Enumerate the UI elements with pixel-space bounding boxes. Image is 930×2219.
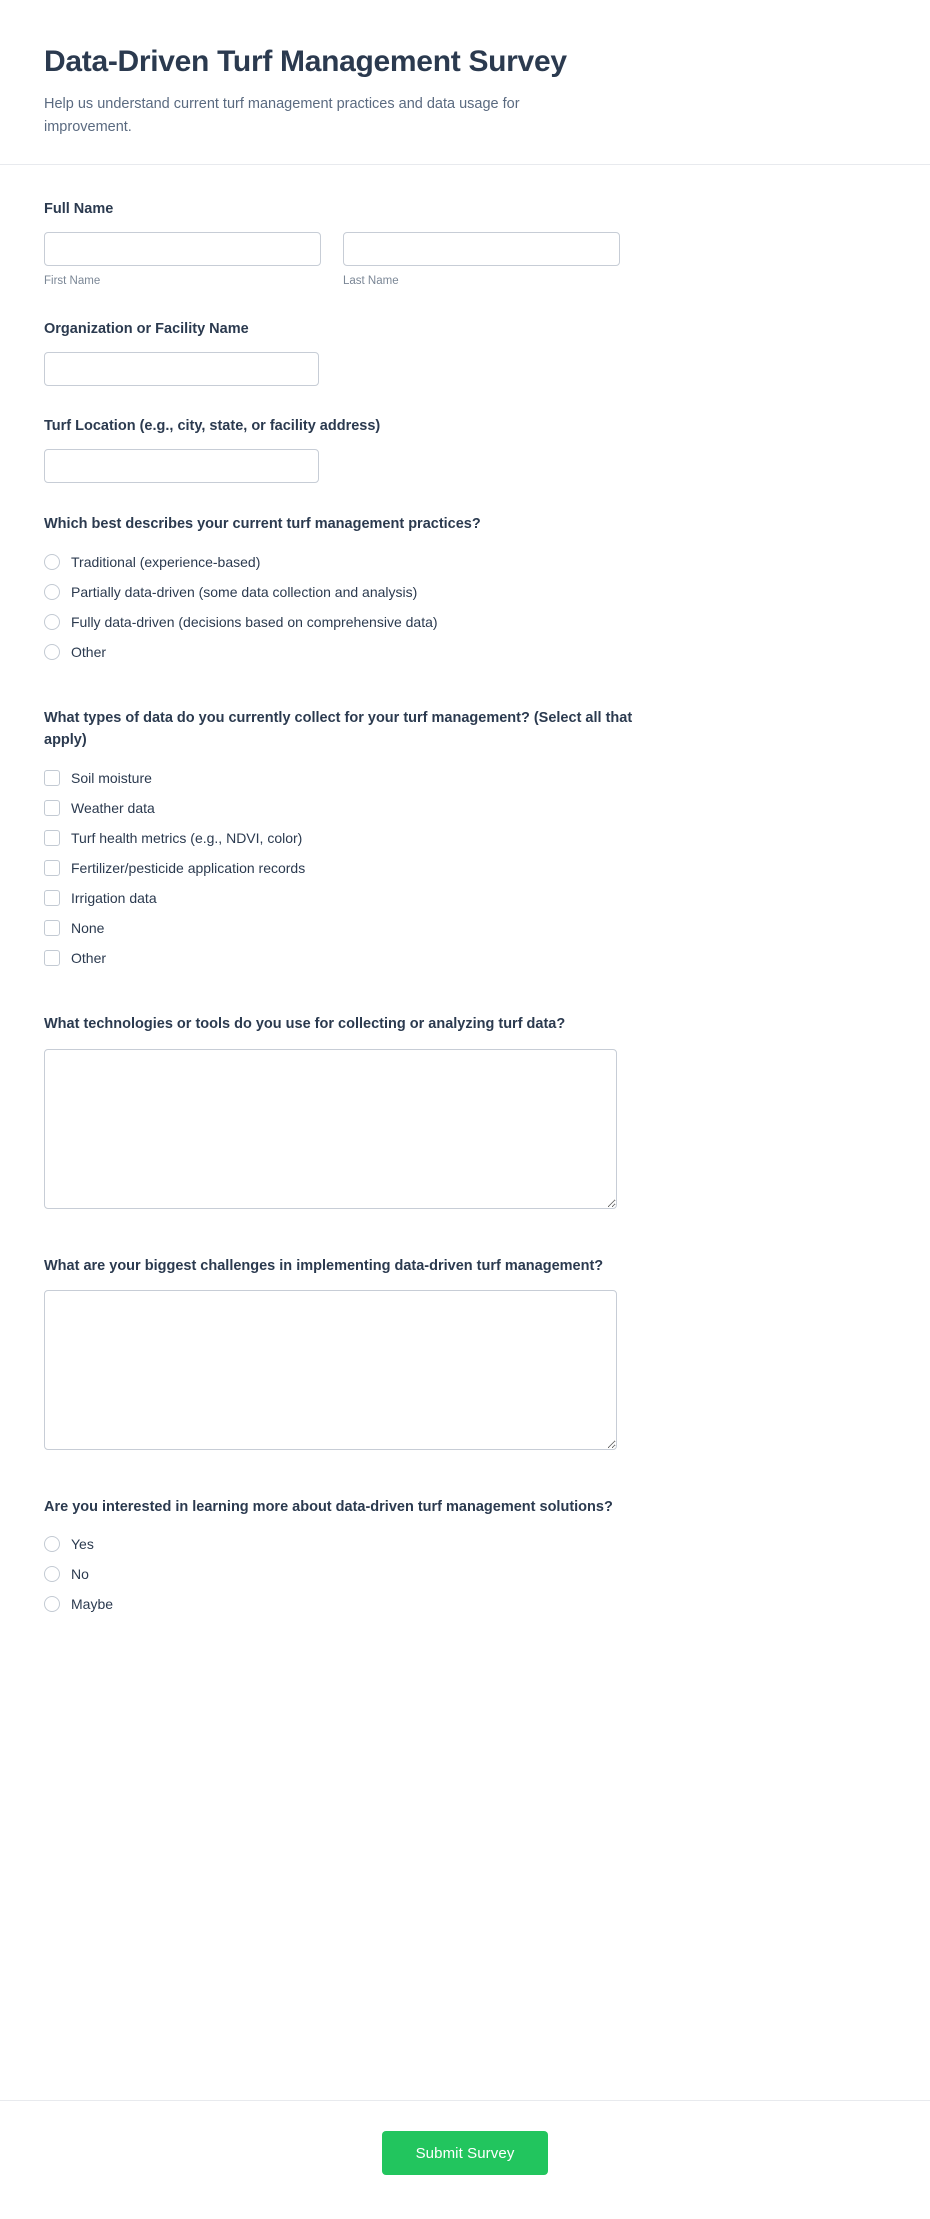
data-types-option-turf-health-metrics[interactable] (44, 824, 886, 851)
interest-option-no[interactable] (44, 1561, 886, 1588)
form-footer (0, 2100, 930, 2219)
full-name-label: Full Name (44, 201, 114, 218)
question-interest (44, 1496, 886, 1618)
last-name-group (343, 232, 620, 289)
option-label: Partially data-driven (some data collection and analysis) (71, 583, 418, 600)
question-challenges (44, 1255, 886, 1450)
checkbox-icon[interactable] (44, 890, 60, 906)
option-label: Maybe (71, 1595, 114, 1612)
option-label: Irrigation data (71, 889, 157, 906)
full-name-row (44, 232, 886, 289)
radio-icon[interactable] (44, 1566, 60, 1582)
page-subtitle: Help us understand current turf management practices and data usage for improvement. (44, 95, 520, 135)
checkbox-icon[interactable] (44, 860, 60, 876)
interest-option-yes[interactable] (44, 1531, 886, 1558)
radio-icon[interactable] (44, 614, 60, 630)
turf-location-input[interactable] (44, 449, 319, 483)
practices-option-partially-data-driven[interactable] (44, 578, 886, 605)
radio-icon[interactable] (44, 1596, 60, 1612)
organization-label: Organization or Facility Name (44, 321, 249, 338)
technologies-question-label: What technologies or tools do you use for collecting or analyzing turf data? (44, 1016, 566, 1033)
checkbox-icon[interactable] (44, 800, 60, 816)
option-label: Other (71, 949, 107, 966)
question-data-types (44, 707, 886, 971)
data-types-option-fertilizer-records[interactable] (44, 854, 886, 881)
data-types-option-soil-moisture[interactable] (44, 764, 886, 791)
option-label: Soil moisture (71, 769, 152, 786)
page-title: Data-Driven Turf Management Survey (44, 45, 567, 78)
radio-icon[interactable] (44, 644, 60, 660)
question-practices (44, 513, 886, 665)
option-label: Fertilizer/pesticide application records (71, 859, 306, 876)
last-name-sublabel: Last Name (343, 275, 399, 288)
challenges-textarea[interactable] (44, 1290, 617, 1450)
option-label: Turf health metrics (e.g., NDVI, color) (71, 829, 303, 846)
technologies-textarea[interactable] (44, 1049, 617, 1209)
radio-icon[interactable] (44, 584, 60, 600)
option-label: None (71, 919, 105, 936)
practices-option-traditional[interactable] (44, 548, 886, 575)
option-label: No (71, 1565, 89, 1582)
data-types-question-label: What types of data do you currently collect for your turf management? (Select all that apply) (44, 710, 633, 749)
checkbox-icon[interactable] (44, 920, 60, 936)
practices-option-list (44, 548, 886, 665)
form-header (0, 0, 930, 165)
radio-icon[interactable] (44, 554, 60, 570)
organization-input[interactable] (44, 352, 319, 386)
data-types-option-list (44, 764, 886, 971)
submit-survey-button[interactable]: Submit Survey (382, 2131, 549, 2175)
practices-option-other[interactable] (44, 638, 886, 665)
field-full-name (44, 199, 886, 289)
checkbox-icon[interactable] (44, 950, 60, 966)
interest-option-list (44, 1531, 886, 1618)
practices-option-fully-data-driven[interactable] (44, 608, 886, 635)
option-label: Yes (71, 1535, 94, 1552)
option-label: Traditional (experience-based) (71, 553, 261, 570)
interest-option-maybe[interactable] (44, 1591, 886, 1618)
radio-icon[interactable] (44, 1536, 60, 1552)
challenges-question-label: What are your biggest challenges in implementing data-driven turf management? (44, 1257, 604, 1274)
checkbox-icon[interactable] (44, 830, 60, 846)
form-body (0, 165, 930, 2100)
data-types-option-other[interactable] (44, 944, 886, 971)
last-name-input[interactable] (343, 232, 620, 266)
option-label: Weather data (71, 799, 155, 816)
practices-question-label: Which best describes your current turf management practices? (44, 516, 481, 533)
data-types-option-irrigation-data[interactable] (44, 884, 886, 911)
first-name-sublabel: First Name (44, 275, 101, 288)
checkbox-icon[interactable] (44, 770, 60, 786)
first-name-group (44, 232, 321, 289)
data-types-option-none[interactable] (44, 914, 886, 941)
turf-location-label: Turf Location (e.g., city, state, or facility address) (44, 418, 381, 435)
first-name-input[interactable] (44, 232, 321, 266)
interest-question-label: Are you interested in learning more about data-driven turf management solutions? (44, 1498, 613, 1515)
option-label: Fully data-driven (decisions based on comprehensive data) (71, 613, 438, 630)
option-label: Other (71, 643, 107, 660)
question-technologies (44, 1013, 886, 1208)
field-organization (44, 319, 886, 386)
field-turf-location (44, 416, 886, 483)
data-types-option-weather-data[interactable] (44, 794, 886, 821)
